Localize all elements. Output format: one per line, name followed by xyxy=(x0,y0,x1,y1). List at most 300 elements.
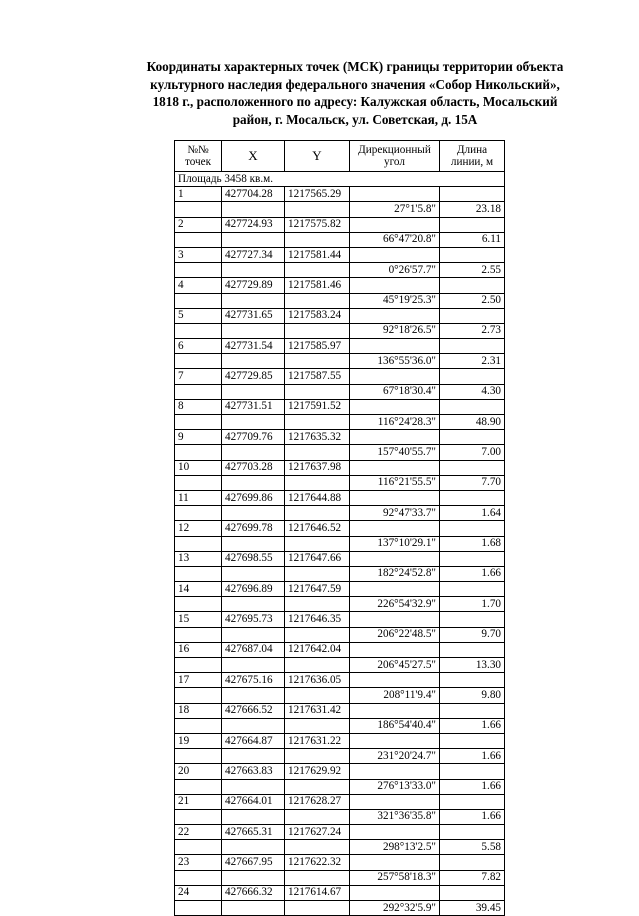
segment-empty-number xyxy=(175,779,222,794)
point-row xyxy=(175,855,505,870)
title-line: 1818 г., расположенного по адресу: Калужская область, Мосальский xyxy=(152,94,558,109)
segment-empty-x xyxy=(222,688,285,703)
segment-angle: 182°24'52.8" xyxy=(350,566,440,581)
segment-length: 4.30 xyxy=(440,384,505,399)
segment-length: 5.58 xyxy=(440,840,505,855)
segment-length: 48.90 xyxy=(440,415,505,430)
point-empty-length xyxy=(440,369,505,384)
point-empty-length xyxy=(440,642,505,657)
segment-angle: 92°18'26.5" xyxy=(350,323,440,338)
point-x: 427675.16 xyxy=(222,673,285,688)
segment-angle: 292°32'5.9" xyxy=(350,901,440,916)
point-empty-length xyxy=(440,187,505,202)
point-row xyxy=(175,825,505,840)
segment-angle: 136°55'36.0" xyxy=(350,354,440,369)
segment-empty-y xyxy=(285,323,350,338)
segment-length: 1.66 xyxy=(440,809,505,824)
point-row xyxy=(175,703,505,718)
header-x: X xyxy=(222,141,285,172)
point-empty-angle xyxy=(350,339,440,354)
segment-empty-number xyxy=(175,688,222,703)
point-row xyxy=(175,247,505,262)
point-x: 427709.76 xyxy=(222,430,285,445)
segment-row xyxy=(175,779,505,794)
point-empty-length xyxy=(440,490,505,505)
header-y: Y xyxy=(285,141,350,172)
point-empty-length xyxy=(440,582,505,597)
point-empty-angle xyxy=(350,521,440,536)
point-number: 2 xyxy=(175,217,222,232)
segment-length: 1.66 xyxy=(440,779,505,794)
segment-empty-number xyxy=(175,415,222,430)
segment-angle: 27°1'5.8" xyxy=(350,202,440,217)
point-empty-angle xyxy=(350,369,440,384)
point-empty-length xyxy=(440,278,505,293)
point-y: 1217646.52 xyxy=(285,521,350,536)
segment-empty-y xyxy=(285,415,350,430)
point-number: 18 xyxy=(175,703,222,718)
segment-length: 2.50 xyxy=(440,293,505,308)
segment-row xyxy=(175,354,505,369)
segment-empty-number xyxy=(175,840,222,855)
segment-length: 9.70 xyxy=(440,627,505,642)
point-empty-angle xyxy=(350,764,440,779)
segment-angle: 45°19'25.3" xyxy=(350,293,440,308)
point-number: 20 xyxy=(175,764,222,779)
point-x: 427731.51 xyxy=(222,399,285,414)
segment-angle: 206°22'48.5" xyxy=(350,627,440,642)
point-y: 1217637.98 xyxy=(285,460,350,475)
segment-row xyxy=(175,718,505,733)
point-x: 427666.52 xyxy=(222,703,285,718)
segment-row xyxy=(175,293,505,308)
segment-empty-y xyxy=(285,658,350,673)
point-x: 427699.86 xyxy=(222,490,285,505)
point-row xyxy=(175,217,505,232)
segment-empty-x xyxy=(222,384,285,399)
point-row xyxy=(175,521,505,536)
point-empty-length xyxy=(440,339,505,354)
point-number: 1 xyxy=(175,187,222,202)
segment-empty-x xyxy=(222,475,285,490)
title-line: культурного наследия федерального значения «Собор Никольский», xyxy=(150,76,560,92)
segment-length: 1.70 xyxy=(440,597,505,612)
point-number: 7 xyxy=(175,369,222,384)
segment-empty-number xyxy=(175,354,222,369)
point-y: 1217622.32 xyxy=(285,855,350,870)
point-y: 1217583.24 xyxy=(285,308,350,323)
point-y: 1217642.04 xyxy=(285,642,350,657)
point-row xyxy=(175,460,505,475)
segment-empty-x xyxy=(222,445,285,460)
segment-angle: 226°54'32.9" xyxy=(350,597,440,612)
point-x: 427731.65 xyxy=(222,308,285,323)
segment-angle: 116°21'55.5" xyxy=(350,475,440,490)
point-empty-length xyxy=(440,612,505,627)
point-empty-angle xyxy=(350,673,440,688)
segment-empty-number xyxy=(175,870,222,885)
segment-empty-number xyxy=(175,506,222,521)
point-number: 14 xyxy=(175,582,222,597)
point-empty-length xyxy=(440,430,505,445)
document-title xyxy=(120,58,590,128)
segment-empty-number xyxy=(175,718,222,733)
point-y: 1217585.97 xyxy=(285,339,350,354)
point-y: 1217581.46 xyxy=(285,278,350,293)
segment-empty-number xyxy=(175,597,222,612)
point-y: 1217565.29 xyxy=(285,187,350,202)
segment-empty-x xyxy=(222,658,285,673)
segment-angle: 276°13'33.0" xyxy=(350,779,440,794)
point-row xyxy=(175,399,505,414)
segment-row xyxy=(175,323,505,338)
segment-row xyxy=(175,415,505,430)
point-empty-length xyxy=(440,399,505,414)
segment-empty-number xyxy=(175,566,222,581)
point-y: 1217631.42 xyxy=(285,703,350,718)
point-number: 23 xyxy=(175,855,222,870)
point-y: 1217644.88 xyxy=(285,490,350,505)
point-number: 17 xyxy=(175,673,222,688)
point-y: 1217575.82 xyxy=(285,217,350,232)
segment-empty-y xyxy=(285,901,350,916)
segment-empty-number xyxy=(175,749,222,764)
point-empty-angle xyxy=(350,612,440,627)
point-x: 427698.55 xyxy=(222,551,285,566)
point-y: 1217647.59 xyxy=(285,582,350,597)
segment-length: 7.00 xyxy=(440,445,505,460)
segment-empty-y xyxy=(285,536,350,551)
point-x: 427724.93 xyxy=(222,217,285,232)
segment-empty-x xyxy=(222,870,285,885)
point-empty-angle xyxy=(350,703,440,718)
segment-angle: 298°13'2.5" xyxy=(350,840,440,855)
segment-length: 6.11 xyxy=(440,232,505,247)
segment-row xyxy=(175,202,505,217)
segment-length: 1.64 xyxy=(440,506,505,521)
point-y: 1217587.55 xyxy=(285,369,350,384)
point-row xyxy=(175,885,505,900)
point-number: 22 xyxy=(175,825,222,840)
point-empty-angle xyxy=(350,217,440,232)
segment-length: 39.45 xyxy=(440,901,505,916)
segment-empty-number xyxy=(175,475,222,490)
segment-row xyxy=(175,232,505,247)
segment-row xyxy=(175,809,505,824)
point-row xyxy=(175,278,505,293)
point-empty-length xyxy=(440,825,505,840)
point-empty-angle xyxy=(350,490,440,505)
point-empty-length xyxy=(440,673,505,688)
point-number: 9 xyxy=(175,430,222,445)
segment-empty-x xyxy=(222,354,285,369)
area-row xyxy=(175,172,505,187)
point-empty-angle xyxy=(350,794,440,809)
point-y: 1217591.52 xyxy=(285,399,350,414)
point-number: 12 xyxy=(175,521,222,536)
point-x: 427664.87 xyxy=(222,733,285,748)
point-empty-length xyxy=(440,551,505,566)
point-number: 5 xyxy=(175,308,222,323)
segment-length: 1.66 xyxy=(440,749,505,764)
point-empty-angle xyxy=(350,460,440,475)
segment-empty-y xyxy=(285,870,350,885)
segment-length: 13.30 xyxy=(440,658,505,673)
segment-empty-number xyxy=(175,293,222,308)
point-y: 1217581.44 xyxy=(285,247,350,262)
segment-empty-y xyxy=(285,749,350,764)
segment-empty-y xyxy=(285,354,350,369)
segment-row xyxy=(175,688,505,703)
segment-angle: 67°18'30.4" xyxy=(350,384,440,399)
point-x: 427666.32 xyxy=(222,885,285,900)
segment-empty-x xyxy=(222,293,285,308)
segment-row xyxy=(175,597,505,612)
point-empty-angle xyxy=(350,430,440,445)
segment-length: 2.31 xyxy=(440,354,505,369)
segment-empty-x xyxy=(222,263,285,278)
point-y: 1217629.92 xyxy=(285,764,350,779)
point-row xyxy=(175,673,505,688)
segment-empty-y xyxy=(285,809,350,824)
segment-length: 2.73 xyxy=(440,323,505,338)
segment-empty-number xyxy=(175,384,222,399)
point-x: 427704.28 xyxy=(222,187,285,202)
segment-empty-x xyxy=(222,202,285,217)
segment-length: 9.80 xyxy=(440,688,505,703)
segment-row xyxy=(175,840,505,855)
segment-empty-number xyxy=(175,263,222,278)
segment-empty-y xyxy=(285,718,350,733)
point-number: 3 xyxy=(175,247,222,262)
area-label: Площадь 3458 кв.м. xyxy=(175,172,505,187)
point-row xyxy=(175,551,505,566)
point-x: 427727.34 xyxy=(222,247,285,262)
segment-empty-x xyxy=(222,840,285,855)
title-line: район, г. Мосальск, ул. Советская, д. 15А xyxy=(232,111,478,127)
point-y: 1217628.27 xyxy=(285,794,350,809)
point-x: 427665.31 xyxy=(222,825,285,840)
segment-angle: 186°54'40.4" xyxy=(350,718,440,733)
point-row xyxy=(175,764,505,779)
segment-row xyxy=(175,445,505,460)
segment-empty-number xyxy=(175,658,222,673)
segment-empty-y xyxy=(285,566,350,581)
segment-empty-y xyxy=(285,840,350,855)
segment-empty-number xyxy=(175,202,222,217)
segment-empty-x xyxy=(222,415,285,430)
point-row xyxy=(175,187,505,202)
coordinates-table xyxy=(174,140,505,916)
segment-empty-y xyxy=(285,475,350,490)
point-row xyxy=(175,339,505,354)
point-empty-length xyxy=(440,885,505,900)
header-direction-angle: Дирекционный угол xyxy=(350,141,440,172)
segment-empty-y xyxy=(285,293,350,308)
point-empty-length xyxy=(440,521,505,536)
point-x: 427703.28 xyxy=(222,460,285,475)
segment-row xyxy=(175,566,505,581)
segment-row xyxy=(175,749,505,764)
segment-empty-x xyxy=(222,779,285,794)
segment-empty-number xyxy=(175,536,222,551)
point-number: 10 xyxy=(175,460,222,475)
point-x: 427663.83 xyxy=(222,764,285,779)
point-x: 427695.73 xyxy=(222,612,285,627)
segment-empty-y xyxy=(285,779,350,794)
point-number: 6 xyxy=(175,339,222,354)
segment-empty-x xyxy=(222,506,285,521)
point-y: 1217635.32 xyxy=(285,430,350,445)
segment-empty-number xyxy=(175,627,222,642)
point-y: 1217631.22 xyxy=(285,733,350,748)
segment-length: 7.82 xyxy=(440,870,505,885)
point-empty-angle xyxy=(350,855,440,870)
segment-angle: 208°11'9.4" xyxy=(350,688,440,703)
point-y: 1217627.24 xyxy=(285,825,350,840)
header-point-number: №№ точек xyxy=(175,141,222,172)
point-empty-length xyxy=(440,247,505,262)
segment-angle: 116°24'28.3" xyxy=(350,415,440,430)
point-empty-angle xyxy=(350,278,440,293)
point-x: 427731.54 xyxy=(222,339,285,354)
point-row xyxy=(175,308,505,323)
point-empty-angle xyxy=(350,825,440,840)
segment-row xyxy=(175,536,505,551)
table-header-row xyxy=(175,141,505,172)
segment-length: 1.66 xyxy=(440,718,505,733)
header-line-length: Длина линии, м xyxy=(440,141,505,172)
point-y: 1217614.67 xyxy=(285,885,350,900)
segment-length: 2.55 xyxy=(440,263,505,278)
segment-empty-x xyxy=(222,566,285,581)
segment-empty-x xyxy=(222,597,285,612)
segment-empty-y xyxy=(285,384,350,399)
segment-empty-x xyxy=(222,232,285,247)
point-empty-angle xyxy=(350,733,440,748)
point-x: 427696.89 xyxy=(222,582,285,597)
point-x: 427729.89 xyxy=(222,278,285,293)
point-number: 21 xyxy=(175,794,222,809)
segment-empty-x xyxy=(222,536,285,551)
segment-angle: 66°47'20.8" xyxy=(350,232,440,247)
segment-empty-y xyxy=(285,202,350,217)
segment-empty-number xyxy=(175,901,222,916)
segment-length: 7.70 xyxy=(440,475,505,490)
segment-row xyxy=(175,263,505,278)
point-empty-length xyxy=(440,794,505,809)
point-x: 427687.04 xyxy=(222,642,285,657)
point-row xyxy=(175,733,505,748)
point-empty-length xyxy=(440,764,505,779)
point-row xyxy=(175,794,505,809)
point-number: 4 xyxy=(175,278,222,293)
point-empty-angle xyxy=(350,885,440,900)
segment-angle: 157°40'55.7" xyxy=(350,445,440,460)
point-empty-angle xyxy=(350,247,440,262)
segment-row xyxy=(175,627,505,642)
point-row xyxy=(175,612,505,627)
point-number: 15 xyxy=(175,612,222,627)
segment-angle: 0°26'57.7" xyxy=(350,263,440,278)
point-row xyxy=(175,430,505,445)
segment-row xyxy=(175,475,505,490)
point-empty-angle xyxy=(350,582,440,597)
segment-empty-number xyxy=(175,323,222,338)
segment-empty-x xyxy=(222,749,285,764)
point-row xyxy=(175,582,505,597)
segment-length: 1.66 xyxy=(440,566,505,581)
segment-length: 23.18 xyxy=(440,202,505,217)
point-number: 11 xyxy=(175,490,222,505)
segment-angle: 137°10'29.1" xyxy=(350,536,440,551)
point-number: 19 xyxy=(175,733,222,748)
point-x: 427699.78 xyxy=(222,521,285,536)
segment-angle: 92°47'33.7" xyxy=(350,506,440,521)
segment-empty-y xyxy=(285,597,350,612)
segment-angle: 321°36'35.8" xyxy=(350,809,440,824)
segment-angle: 257°58'18.3" xyxy=(350,870,440,885)
point-empty-angle xyxy=(350,642,440,657)
point-empty-length xyxy=(440,855,505,870)
point-empty-angle xyxy=(350,308,440,323)
point-empty-angle xyxy=(350,551,440,566)
segment-empty-x xyxy=(222,901,285,916)
segment-row xyxy=(175,658,505,673)
segment-empty-y xyxy=(285,445,350,460)
point-y: 1217646.35 xyxy=(285,612,350,627)
segment-empty-y xyxy=(285,688,350,703)
point-number: 13 xyxy=(175,551,222,566)
point-number: 24 xyxy=(175,885,222,900)
point-number: 8 xyxy=(175,399,222,414)
point-empty-length xyxy=(440,217,505,232)
segment-empty-x xyxy=(222,323,285,338)
segment-empty-x xyxy=(222,809,285,824)
point-empty-length xyxy=(440,460,505,475)
point-empty-angle xyxy=(350,187,440,202)
segment-empty-x xyxy=(222,627,285,642)
segment-empty-y xyxy=(285,627,350,642)
point-x: 427667.95 xyxy=(222,855,285,870)
segment-empty-x xyxy=(222,718,285,733)
point-row xyxy=(175,642,505,657)
segment-empty-number xyxy=(175,445,222,460)
point-empty-angle xyxy=(350,399,440,414)
point-y: 1217647.66 xyxy=(285,551,350,566)
point-x: 427664.01 xyxy=(222,794,285,809)
title-line: Координаты характерных точек (МСК) границы территории объекта xyxy=(146,59,564,74)
segment-row xyxy=(175,506,505,521)
point-number: 16 xyxy=(175,642,222,657)
point-empty-length xyxy=(440,703,505,718)
point-empty-length xyxy=(440,308,505,323)
point-row xyxy=(175,369,505,384)
segment-empty-y xyxy=(285,232,350,247)
segment-row xyxy=(175,384,505,399)
point-x: 427729.85 xyxy=(222,369,285,384)
point-y: 1217636.05 xyxy=(285,673,350,688)
segment-empty-number xyxy=(175,809,222,824)
segment-empty-y xyxy=(285,506,350,521)
segment-empty-y xyxy=(285,263,350,278)
segment-row xyxy=(175,901,505,916)
point-empty-length xyxy=(440,733,505,748)
segment-empty-number xyxy=(175,232,222,247)
segment-row xyxy=(175,870,505,885)
segment-angle: 231°20'24.7" xyxy=(350,749,440,764)
point-row xyxy=(175,490,505,505)
